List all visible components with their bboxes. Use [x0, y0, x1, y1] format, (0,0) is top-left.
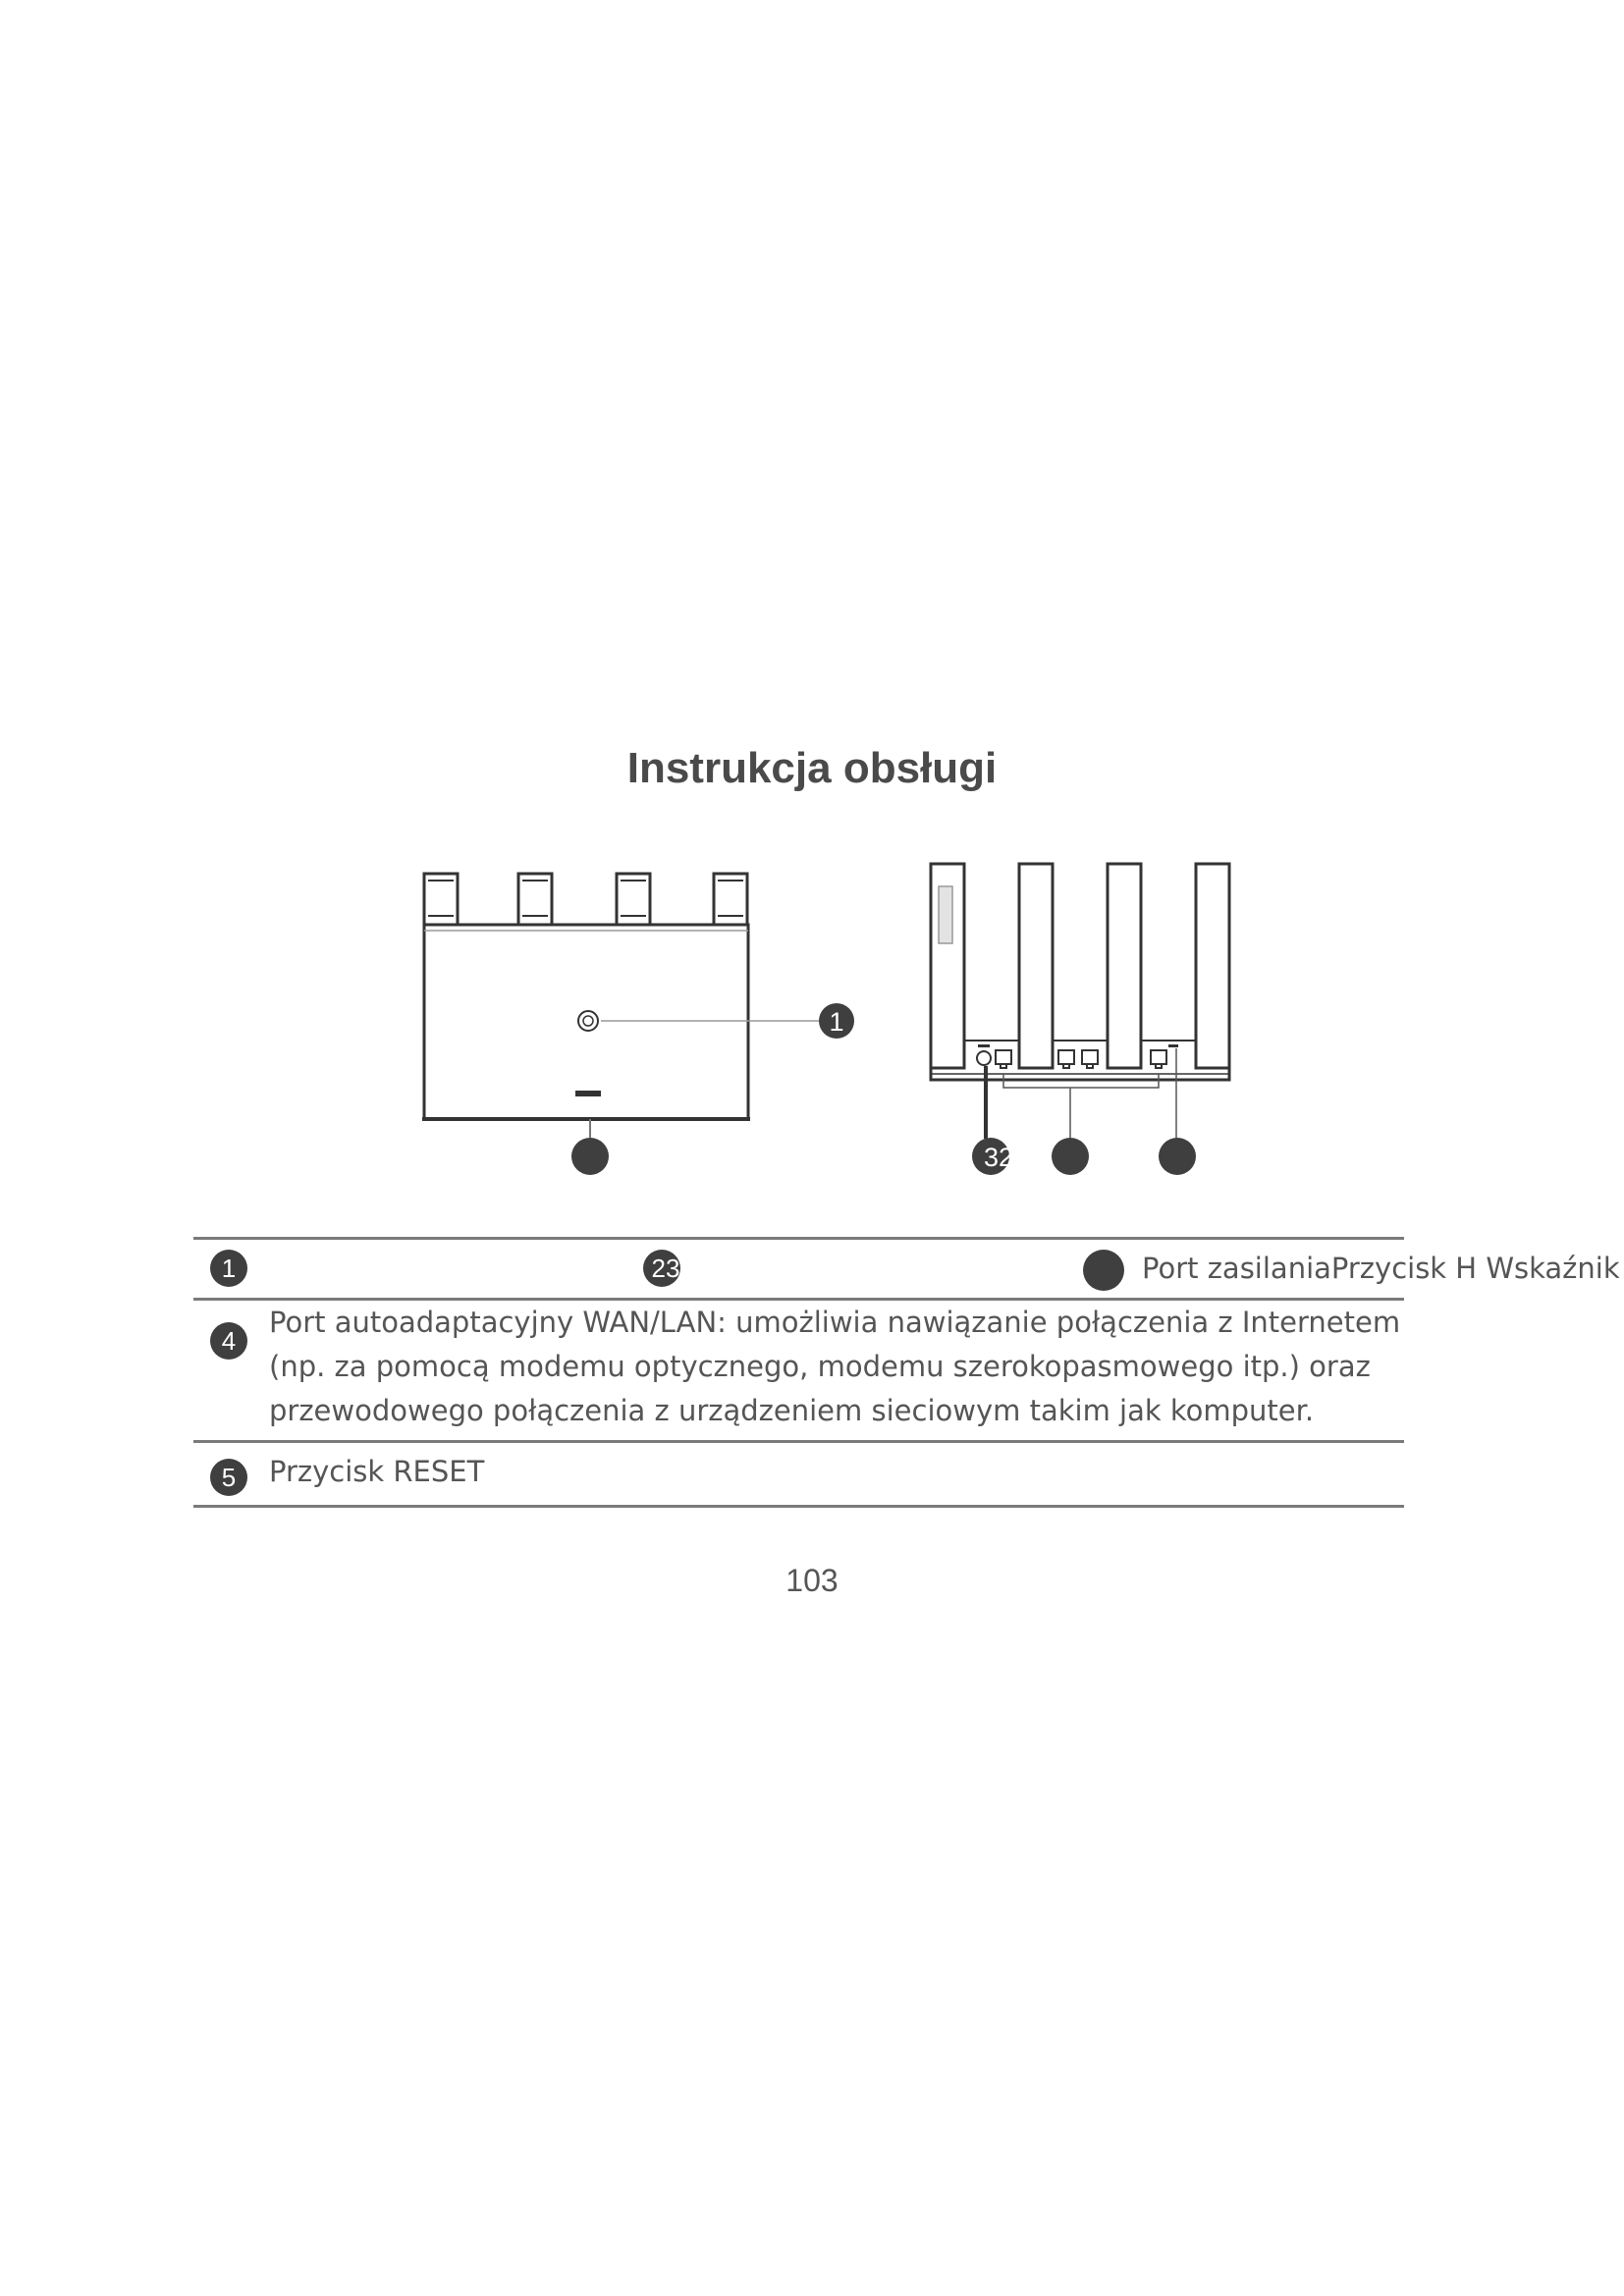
callout-number: 23	[643, 1250, 680, 1287]
legend-table	[193, 1237, 1620, 1508]
svg-text:1: 1	[829, 1007, 844, 1037]
indicator-light-icon	[575, 1091, 601, 1096]
page-number: 103	[785, 1563, 839, 1598]
legend-row	[193, 1301, 1404, 1440]
legend-text	[269, 1301, 1400, 1433]
legend-text: Port zasilaniaPrzycisk H Wskaźnik	[1142, 1252, 1620, 1285]
callout-number: 5	[210, 1459, 247, 1496]
callout-badge	[819, 1003, 854, 1039]
router-back-view	[931, 864, 1229, 1139]
callout-badge	[1052, 1138, 1089, 1175]
ethernet-port-icon	[1082, 1050, 1098, 1068]
router-body	[424, 925, 748, 1119]
back-view-antenna	[1019, 864, 1053, 1068]
callout-number	[1083, 1250, 1124, 1291]
legend-text-line: Port autoadaptacyjny WAN/LAN: umożliwia nawiązanie połączenia z Internetem	[269, 1306, 1401, 1339]
legend-text: Przycisk RESET	[269, 1455, 485, 1488]
callout-number: 4	[210, 1322, 247, 1360]
callout-number: 1	[210, 1250, 247, 1287]
ethernet-port-icon	[996, 1050, 1011, 1068]
table-rule	[193, 1505, 1404, 1508]
callout-badge	[972, 1138, 1013, 1175]
back-view-antenna	[1108, 864, 1141, 1068]
legend-row	[193, 1443, 1404, 1505]
legend-text-line: (np. za pomocą modemu optycznego, modemu szerokopasmowego itp.) oraz	[269, 1350, 1371, 1383]
power-port-icon	[977, 1051, 991, 1065]
top-view-antenna	[617, 874, 650, 925]
callout-badge	[571, 1138, 609, 1175]
ethernet-port-icon	[1151, 1050, 1166, 1068]
callout-badge	[1159, 1138, 1196, 1175]
ethernet-port-icon	[1058, 1050, 1074, 1068]
top-view-antenna	[518, 874, 552, 925]
svg-text:32: 32	[983, 1143, 1014, 1172]
router-top-view	[422, 874, 821, 1141]
top-view-antenna	[424, 874, 458, 925]
legend-text-line: przewodowego połączenia z urządzeniem sieciowym takim jak komputer.	[269, 1394, 1315, 1427]
page-title: Instrukcja obsługi	[626, 744, 998, 792]
back-view-antenna	[1196, 864, 1229, 1068]
legend-row	[193, 1240, 1620, 1298]
top-view-antenna	[714, 874, 747, 925]
